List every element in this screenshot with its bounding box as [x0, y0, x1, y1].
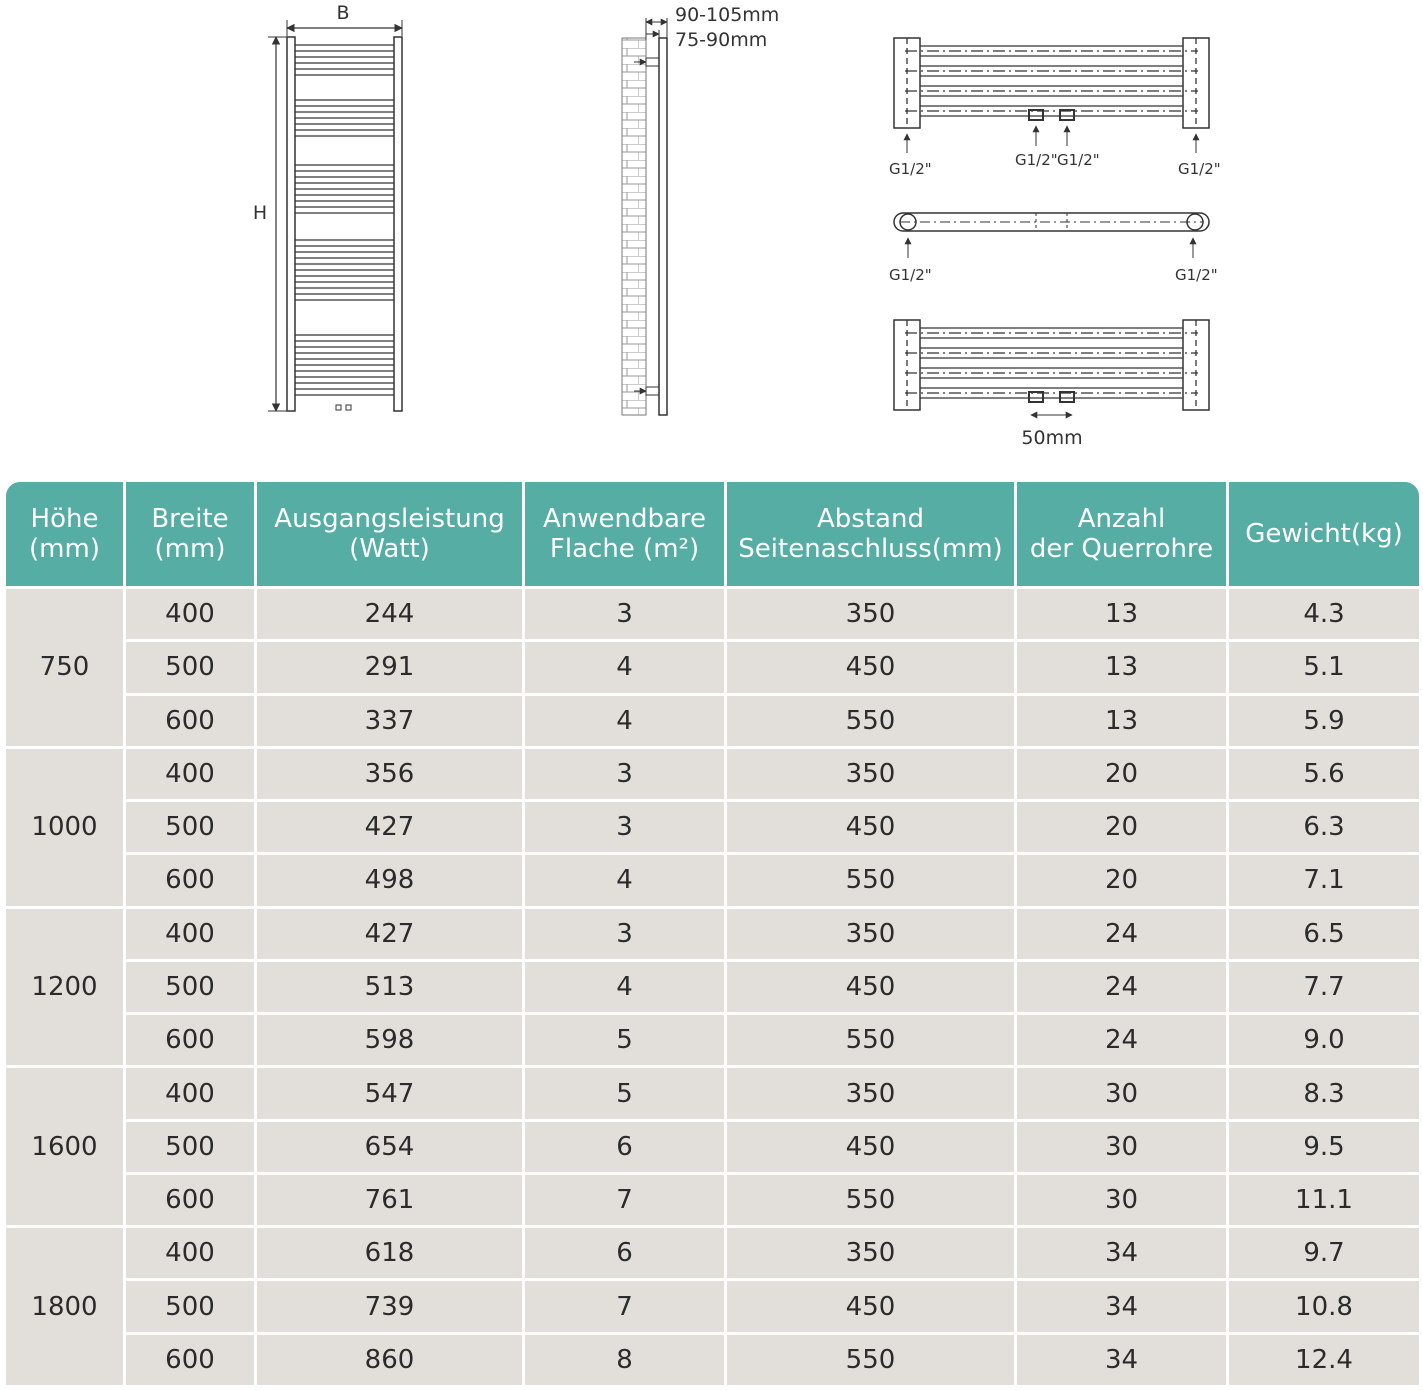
cell-spacing: 550 — [727, 1175, 1014, 1225]
cell-height: 1800 — [6, 1228, 123, 1385]
spec-table — [3, 479, 1422, 1388]
connection-view-bottom — [894, 320, 1209, 449]
cell-weight: 5.1 — [1229, 642, 1419, 692]
cell-output: 547 — [257, 1068, 522, 1118]
cell-spacing: 450 — [727, 962, 1014, 1012]
cell-weight: 7.1 — [1229, 855, 1419, 905]
cell-height: 1200 — [6, 909, 123, 1066]
connection-view-top — [889, 213, 1218, 284]
cell-spacing: 350 — [727, 909, 1014, 959]
cell-weight: 9.5 — [1229, 1122, 1419, 1172]
table-row — [6, 749, 1419, 799]
cell-bars: 30 — [1017, 1175, 1226, 1225]
spacing-label: 50mm — [1021, 427, 1083, 449]
cell-area: 6 — [525, 1228, 724, 1278]
header-spacing: Abstand Seitenaschluss(mm) — [727, 482, 1014, 586]
cell-bars: 20 — [1017, 802, 1226, 852]
cell-weight: 5.9 — [1229, 696, 1419, 746]
side-view — [622, 4, 779, 415]
cell-area: 7 — [525, 1175, 724, 1225]
width-label: B — [336, 2, 350, 24]
cell-weight: 9.7 — [1229, 1228, 1419, 1278]
table-row — [6, 1335, 1419, 1385]
cell-output: 739 — [257, 1281, 522, 1331]
cell-spacing: 450 — [727, 1281, 1014, 1331]
cell-spacing: 450 — [727, 802, 1014, 852]
cell-width: 400 — [126, 589, 254, 639]
table-row — [6, 1281, 1419, 1331]
cell-output: 598 — [257, 1015, 522, 1065]
cell-width: 500 — [126, 642, 254, 692]
cell-area: 4 — [525, 696, 724, 746]
header-weight: Gewicht(kg) — [1229, 482, 1419, 586]
header-output: Ausgangsleistung (Watt) — [257, 482, 522, 586]
table-row — [6, 802, 1419, 852]
conn-label-right-top: G1/2" — [1178, 160, 1221, 178]
cell-width: 500 — [126, 962, 254, 1012]
cell-output: 356 — [257, 749, 522, 799]
cell-weight: 10.8 — [1229, 1281, 1419, 1331]
cell-spacing: 350 — [727, 749, 1014, 799]
cell-output: 654 — [257, 1122, 522, 1172]
cell-bars: 24 — [1017, 962, 1226, 1012]
cell-bars: 24 — [1017, 1015, 1226, 1065]
cell-width: 400 — [126, 749, 254, 799]
cell-spacing: 450 — [727, 642, 1014, 692]
cell-bars: 30 — [1017, 1068, 1226, 1118]
cell-width: 400 — [126, 1068, 254, 1118]
cell-width: 500 — [126, 802, 254, 852]
cell-spacing: 550 — [727, 1335, 1014, 1385]
cell-width: 500 — [126, 1281, 254, 1331]
cell-weight: 5.6 — [1229, 749, 1419, 799]
table-row — [6, 1122, 1419, 1172]
conn-label-left-top: G1/2" — [889, 160, 932, 178]
cell-spacing: 550 — [727, 855, 1014, 905]
cell-bars: 13 — [1017, 696, 1226, 746]
cell-bars: 24 — [1017, 909, 1226, 959]
table-row — [6, 642, 1419, 692]
cell-area: 3 — [525, 749, 724, 799]
cell-area: 8 — [525, 1335, 724, 1385]
table-row — [6, 1228, 1419, 1278]
cell-width: 400 — [126, 1228, 254, 1278]
cell-bars: 13 — [1017, 642, 1226, 692]
cell-area: 4 — [525, 855, 724, 905]
cell-area: 6 — [525, 1122, 724, 1172]
conn-label-right-plan: G1/2" — [1175, 266, 1218, 284]
cell-area: 3 — [525, 802, 724, 852]
height-label: H — [252, 202, 268, 224]
cell-weight: 4.3 — [1229, 589, 1419, 639]
cell-area: 3 — [525, 909, 724, 959]
conn-label-mid-b: G1/2" — [1057, 151, 1100, 169]
cell-width: 500 — [126, 1122, 254, 1172]
header-bars: Anzahl der Querrohre — [1017, 482, 1226, 586]
cell-output: 618 — [257, 1228, 522, 1278]
cell-bars: 30 — [1017, 1122, 1226, 1172]
table-row — [6, 1175, 1419, 1225]
cell-output: 244 — [257, 589, 522, 639]
cell-weight: 6.5 — [1229, 909, 1419, 959]
cell-width: 600 — [126, 696, 254, 746]
depth-inner-label: 75-90mm — [675, 29, 768, 51]
table-row — [6, 1015, 1419, 1065]
conn-label-mid-a: G1/2" — [1015, 151, 1058, 169]
table-row — [6, 855, 1419, 905]
cell-output: 498 — [257, 855, 522, 905]
cell-bars: 13 — [1017, 589, 1226, 639]
table-row — [6, 696, 1419, 746]
cell-area: 4 — [525, 962, 724, 1012]
header-height: Höhe (mm) — [6, 482, 123, 586]
cell-output: 860 — [257, 1335, 522, 1385]
technical-drawings — [0, 0, 1423, 470]
cell-output: 427 — [257, 909, 522, 959]
cell-width: 400 — [126, 909, 254, 959]
cell-weight: 9.0 — [1229, 1015, 1419, 1065]
cell-output: 291 — [257, 642, 522, 692]
cell-weight: 8.3 — [1229, 1068, 1419, 1118]
cell-height: 1600 — [6, 1068, 123, 1225]
cell-weight: 12.4 — [1229, 1335, 1419, 1385]
table-row — [6, 1068, 1419, 1118]
header-area: Anwendbare Flache (m²) — [525, 482, 724, 586]
connection-view-middle — [889, 38, 1221, 178]
cell-bars: 34 — [1017, 1281, 1226, 1331]
cell-weight: 11.1 — [1229, 1175, 1419, 1225]
cell-spacing: 450 — [727, 1122, 1014, 1172]
conn-label-left-plan: G1/2" — [889, 266, 932, 284]
cell-area: 7 — [525, 1281, 724, 1331]
cell-output: 761 — [257, 1175, 522, 1225]
cell-spacing: 350 — [727, 1228, 1014, 1278]
cell-bars: 20 — [1017, 749, 1226, 799]
cell-bars: 34 — [1017, 1228, 1226, 1278]
cell-bars: 34 — [1017, 1335, 1226, 1385]
cell-width: 600 — [126, 1015, 254, 1065]
cell-area: 4 — [525, 642, 724, 692]
table-header-row — [6, 482, 1419, 586]
cell-height: 750 — [6, 589, 123, 746]
cell-width: 600 — [126, 1175, 254, 1225]
front-crossbars — [295, 45, 394, 395]
cell-weight: 6.3 — [1229, 802, 1419, 852]
table-row — [6, 909, 1419, 959]
depth-outer-label: 90-105mm — [675, 4, 780, 26]
front-view — [253, 2, 402, 411]
cell-output: 337 — [257, 696, 522, 746]
cell-height: 1000 — [6, 749, 123, 906]
cell-spacing: 550 — [727, 1015, 1014, 1065]
cell-weight: 7.7 — [1229, 962, 1419, 1012]
cell-area: 5 — [525, 1015, 724, 1065]
table-row — [6, 589, 1419, 639]
cell-area: 5 — [525, 1068, 724, 1118]
header-width: Breite (mm) — [126, 482, 254, 586]
cell-width: 600 — [126, 1335, 254, 1385]
cell-bars: 20 — [1017, 855, 1226, 905]
cell-output: 513 — [257, 962, 522, 1012]
cell-spacing: 550 — [727, 696, 1014, 746]
cell-spacing: 350 — [727, 589, 1014, 639]
cell-output: 427 — [257, 802, 522, 852]
cell-area: 3 — [525, 589, 724, 639]
cell-width: 600 — [126, 855, 254, 905]
cell-spacing: 350 — [727, 1068, 1014, 1118]
table-row — [6, 962, 1419, 1012]
